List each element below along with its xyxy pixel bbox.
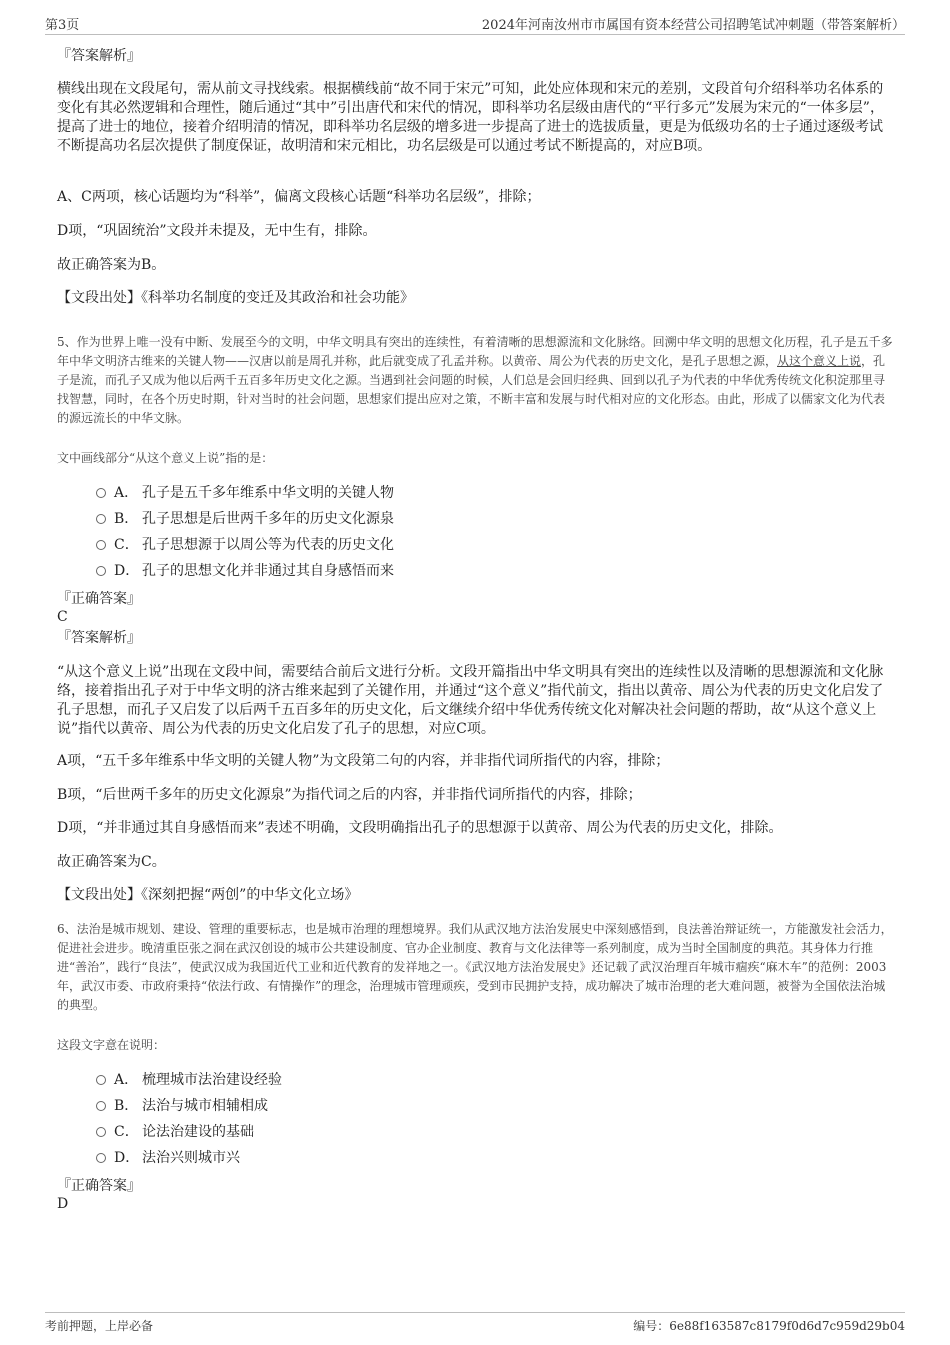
question-6-prompt: 这段文字意在说明：: [57, 1038, 166, 1052]
radio-icon[interactable]: [96, 1153, 106, 1163]
document-title: 2024年河南汝州市市属国有资本经营公司招聘笔试冲刺题（带答案解析）: [481, 18, 905, 33]
analysis-text: 横线出现在文段尾句，需从前文寻找线索。根据横线前“故不同于宋元”可知，此处应体现和宋元的差别，文段首句介绍科举功名体系的变化有其必然逻辑和合理性，随后通过“其中”引出唐代和宋代的情况，即科举功名层级由唐代的“平行多元”发展为宋元的“一体多层”，提高了进士的地位，接着介绍明清的情况，即科举功名层级的增多进一步提高了进士的选拔质量，更是为低级功名的士子通过逐级考试不断提高功名层次提供了制度保证，故明清和宋元相比，功名层级是可以通过考试不断提高的，对应B项。: [57, 81, 884, 154]
question-6-option-b[interactable]: B． 法治与城市相辅相成: [96, 1096, 268, 1116]
question-6-passage: 6、法治是城市规划、建设、管理的重要标志，也是城市治理的理想境界。我们从武汉地方法治发展史中深刻感悟到，良法善治辩证统一，方能激发社会活力，促进社会进步。晚清重臣张之洞在武汉创设的城市公共建设制度、官办企业制度、教育与文化法律等一系列制度，成为当时全国制度的典范。其身体力行推进“善治”，践行“良法”，使武汉成为我国近代工业和近代教育的发祥地之一。《武汉地方法治发展史》还记载了武汉治理百年城市痼疾“麻木车”的范例：2003年，武汉市委、市政府秉持“依法行政、有情操作”的理念，治理城市管理顽疾，受到市民拥护支持，成功解决了城市治理的老大难问题，被誉为全国依法治城的典型。: [57, 922, 893, 1012]
question-6-option-c[interactable]: C． 论法治建设的基础: [96, 1122, 254, 1142]
correct-answer: C: [57, 609, 68, 625]
analysis-option-d: D项，“并非通过其自身感悟而来”表述不明确，文段明确指出孔子的思想源于以黄帝、周公为代表的历史文化，排除。: [57, 820, 783, 836]
radio-icon[interactable]: [96, 566, 106, 576]
question-5-option-b[interactable]: B． 孔子思想是后世两千多年的历史文化源泉: [96, 509, 394, 529]
answer-statement: 故正确答案为B。: [57, 257, 166, 273]
question-5-option-a[interactable]: A． 孔子是五千多年维系中华文明的关键人物: [96, 483, 394, 503]
radio-icon[interactable]: [96, 514, 106, 524]
analysis-option-ac: A、C两项，核心话题均为“科举”，偏离文段核心话题“科举功名层级”，排除；: [57, 189, 541, 205]
question-5-option-d[interactable]: D． 孔子的思想文化并非通过其自身感悟而来: [96, 561, 394, 581]
radio-icon[interactable]: [96, 540, 106, 550]
radio-icon[interactable]: [96, 1127, 106, 1137]
page-header: [45, 14, 905, 35]
source-citation: 【文段出处】《科举功名制度的变迁及其政治和社会功能》: [57, 290, 414, 306]
correct-answer-label: 『正确答案』: [57, 1178, 141, 1194]
question-5-passage: 5、作为世界上唯一没有中断、发展至今的文明，中华文明具有突出的连续性，有着清晰的思想源流和文化脉络。回溯中华文明的思想文化历程，孔子是五千多年中华文明济古维来的关键人物——汉唐以前是周孔并称，此后就变成了孔孟并称。以黄帝、周公为代表的历史文化，是孔子思想之源，从这个意义上说，孔子是流，而孔子又成为他以后两千五百多年历史文化之源。当遇到社会问题的时候，人们总是会回归经典、回到以孔子为代表的中华优秀传统文化积淀那里寻找智慧，同时，在各个历史时期，针对当时的社会问题，思想家们提出应对之策，不断丰富和发展与时代相对应的文化形态。由此，形成了以儒家文化为代表的源远流长的中华文脉。: [57, 335, 893, 425]
question-5-option-c[interactable]: C． 孔子思想源于以周公等为代表的历史文化: [96, 535, 394, 555]
page-footer: [45, 1312, 905, 1337]
footer-slogan: 考前押题，上岸必备: [45, 1319, 154, 1333]
question-6-option-d[interactable]: D． 法治兴则城市兴: [96, 1148, 240, 1168]
correct-answer-label: 『正确答案』: [57, 591, 141, 607]
answer-statement: 故正确答案为C。: [57, 854, 166, 870]
page-number: 第3页: [45, 18, 80, 33]
analysis-option-a: A项，“五千多年维系中华文明的关键人物”为文段第二句的内容，并非指代词所指代的内容，排除；: [57, 753, 670, 769]
radio-icon[interactable]: [96, 488, 106, 498]
question-5-prompt: 文中画线部分“从这个意义上说”指的是：: [57, 451, 274, 465]
analysis-label: 『答案解析』: [57, 48, 141, 64]
analysis-option-b: B项，“后世两千多年的历史文化源泉”为指代词之后的内容，并非指代词所指代的内容，排除；: [57, 787, 642, 803]
analysis-label: 『答案解析』: [57, 630, 141, 646]
correct-answer: D: [57, 1196, 69, 1212]
underlined-phrase: 从这个意义上说: [777, 354, 862, 368]
analysis-text: “从这个意义上说”出现在文段中间，需要结合前后文进行分析。文段开篇指出中华文明具有突出的连续性以及清晰的思想源流和文化脉络，接着指出孔子对于中华文明的济古维来起到了关键作用，并通过“这个意义”指代前文，指出以黄帝、周公为代表的历史文化启发了孔子思想，而孔子又启发了以后两千五百多年的历史文化，后文继续介绍中华优秀传统文化对解决社会问题的帮助，故“从这个意义上说”指代以黄帝、周公为代表的历史文化启发了孔子的思想，对应C项。: [57, 664, 884, 737]
radio-icon[interactable]: [96, 1101, 106, 1111]
analysis-option-d: D项，“巩固统治”文段并未提及，无中生有，排除。: [57, 223, 377, 239]
radio-icon[interactable]: [96, 1075, 106, 1085]
source-citation: 【文段出处】《深刻把握“两创”的中华文化立场》: [57, 887, 359, 903]
document-id: 编号：6e88f163587c8179f0d6d7c959d29b04: [633, 1319, 905, 1333]
question-6-option-a[interactable]: A． 梳理城市法治建设经验: [96, 1070, 282, 1090]
